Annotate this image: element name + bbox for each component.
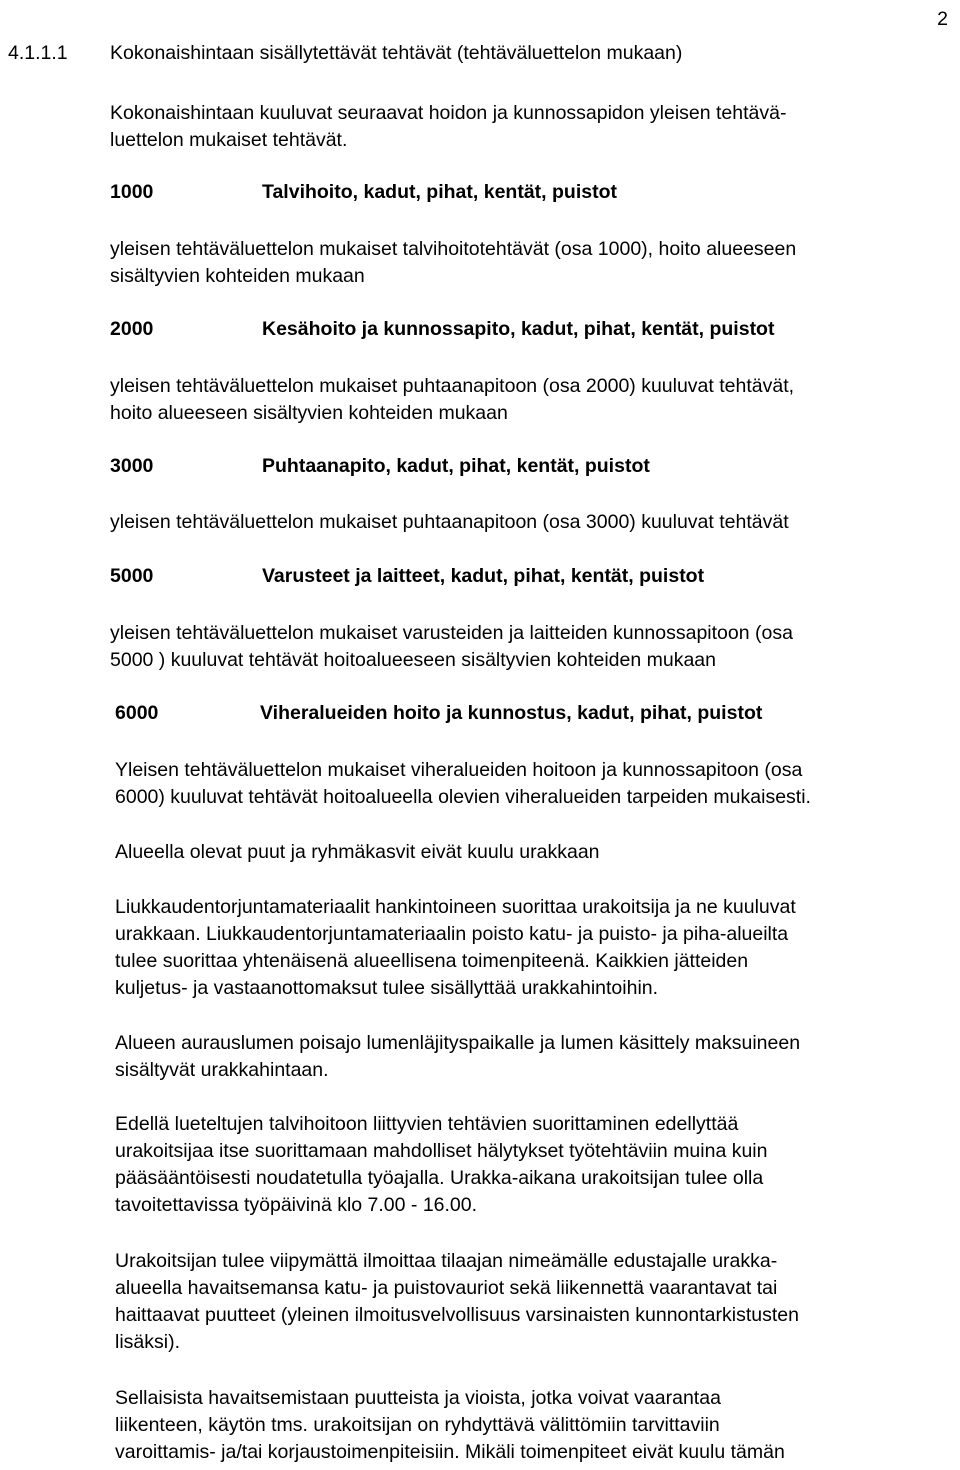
section-title: Talvihoito, kadut, pihat, kentät, puistot [262, 181, 617, 203]
text-line: 5000 ) kuuluvat tehtävät hoitoalueeseen sisältyvien kohteiden mukaan [110, 649, 716, 671]
text-line: yleisen tehtäväluettelon mukaiset puhtaanapitoon (osa 2000) kuuluvat tehtävät, [110, 375, 795, 397]
text-line: alueella havaitsemansa katu- ja puistovauriot sekä liikennettä vaarantavat tai [115, 1277, 778, 1299]
section-title: Varusteet ja laitteet, kadut, pihat, kentät, puistot [262, 565, 705, 587]
text-line: Sellaisista havaitsemistaan puutteista ja vioista, jotka voivat vaarantaa [115, 1387, 721, 1409]
section-code: 5000 [110, 565, 154, 587]
heading-number: 4.1.1.1 [8, 42, 68, 64]
section-text-3000 [110, 509, 789, 536]
text-line: 6000) kuuluvat tehtävät hoitoalueella olevien viheralueiden tarpeiden mukaisesti. [115, 786, 811, 808]
text-line: haittaavat puutteet (yleinen ilmoitusvelvollisuus varsinaisten kunnontarkistusten [115, 1304, 799, 1326]
text-line: yleisen tehtäväluettelon mukaiset varusteiden ja laitteiden kunnossapitoon (osa [110, 622, 793, 644]
section-heading-2000 [110, 318, 910, 345]
heading-title: Kokonaishintaan sisällytettävät tehtävät (tehtäväluettelon mukaan) [110, 42, 683, 64]
section-heading-3000 [110, 455, 910, 482]
text-line: luettelon mukaiset tehtävät. [110, 129, 348, 151]
section-code: 3000 [110, 455, 154, 477]
body-paragraph [115, 894, 796, 1002]
page-number: 2 [937, 8, 948, 30]
text-line: Liukkaudentorjuntamateriaalit hankintoineen suorittaa urakoitsija ja ne kuuluvat [115, 896, 796, 918]
text-line: Urakoitsijan tulee viipymättä ilmoittaa tilaajan nimeämälle edustajalle urakka- [115, 1250, 778, 1272]
text-line: Yleisen tehtäväluettelon mukaiset viheralueiden hoitoon ja kunnossapitoon (osa [115, 759, 803, 781]
text-line: Alueella olevat puut ja ryhmäkasvit eivät kuulu urakkaan [115, 841, 600, 863]
section-text-6000 [115, 757, 811, 811]
body-paragraph [115, 1030, 800, 1084]
section-text-2000 [110, 373, 794, 427]
body-paragraph [115, 1248, 799, 1356]
section-heading-1000 [110, 181, 910, 208]
section-code: 2000 [110, 318, 154, 340]
section-code: 1000 [110, 181, 154, 203]
text-line: tavoitettavissa työpäivinä klo 7.00 - 16.00. [115, 1194, 478, 1216]
text-line: sisältyvät urakkahintaan. [115, 1059, 329, 1081]
text-line: Edellä lueteltujen talvihoitoon liittyvien tehtävien suorittaminen edellyttää [115, 1113, 739, 1135]
text-line: yleisen tehtäväluettelon mukaiset talvihoitotehtävät (osa 1000), hoito alueeseen [110, 238, 797, 260]
section-heading-5000 [110, 565, 910, 592]
text-line: pääsääntöisesti noudatetulla työajalla. Urakka-aikana urakoitsijan tulee olla [115, 1167, 764, 1189]
section-heading-6000 [115, 702, 915, 729]
section-code: 6000 [115, 702, 159, 724]
text-line: hoito alueeseen sisältyvien kohteiden mukaan [110, 402, 508, 424]
text-line: Kokonaishintaan kuuluvat seuraavat hoidon ja kunnossapidon yleisen tehtävä- [110, 102, 787, 124]
text-line: urakoitsijaa itse suorittamaan mahdolliset hälytykset työtehtäviin muina kuin [115, 1140, 768, 1162]
section-title: Viheralueiden hoito ja kunnostus, kadut, pihat, puistot [260, 702, 763, 724]
text-line: sisältyvien kohteiden mukaan [110, 265, 365, 287]
text-line: tulee suorittaa yhtenäisenä alueellisena toimenpiteenä. Kaikkien jätteiden [115, 950, 749, 972]
body-paragraph [115, 839, 600, 866]
body-paragraph [115, 1385, 785, 1466]
text-line: lisäksi). [115, 1331, 181, 1353]
intro-paragraph [110, 100, 786, 154]
text-line: kuljetus- ja vastaanottomaksut tulee sisällyttää urakkahintoihin. [115, 977, 659, 999]
text-line: liikenteen, käytön tms. urakoitsijan on ryhdyttävä välittömiin tarvittaviin [115, 1414, 720, 1436]
text-line: varoittamis- ja/tai korjaustoimenpiteisiin. Mikäli toimenpiteet eivät kuulu tämän [115, 1441, 785, 1463]
section-text-5000 [110, 620, 793, 674]
section-title: Kesähoito ja kunnossapito, kadut, pihat, kentät, puistot [262, 318, 775, 340]
section-text-1000 [110, 236, 796, 290]
body-paragraph [115, 1111, 768, 1219]
text-line: urakkaan. Liukkaudentorjuntamateriaalin poisto katu- ja puisto- ja piha-alueilta [115, 923, 789, 945]
section-title: Puhtaanapito, kadut, pihat, kentät, puistot [262, 455, 650, 477]
text-line: Alueen aurauslumen poisajo lumenläjityspaikalle ja lumen käsittely maksuineen [115, 1032, 801, 1054]
text-line: yleisen tehtäväluettelon mukaiset puhtaanapitoon (osa 3000) kuuluvat tehtävät [110, 511, 789, 533]
